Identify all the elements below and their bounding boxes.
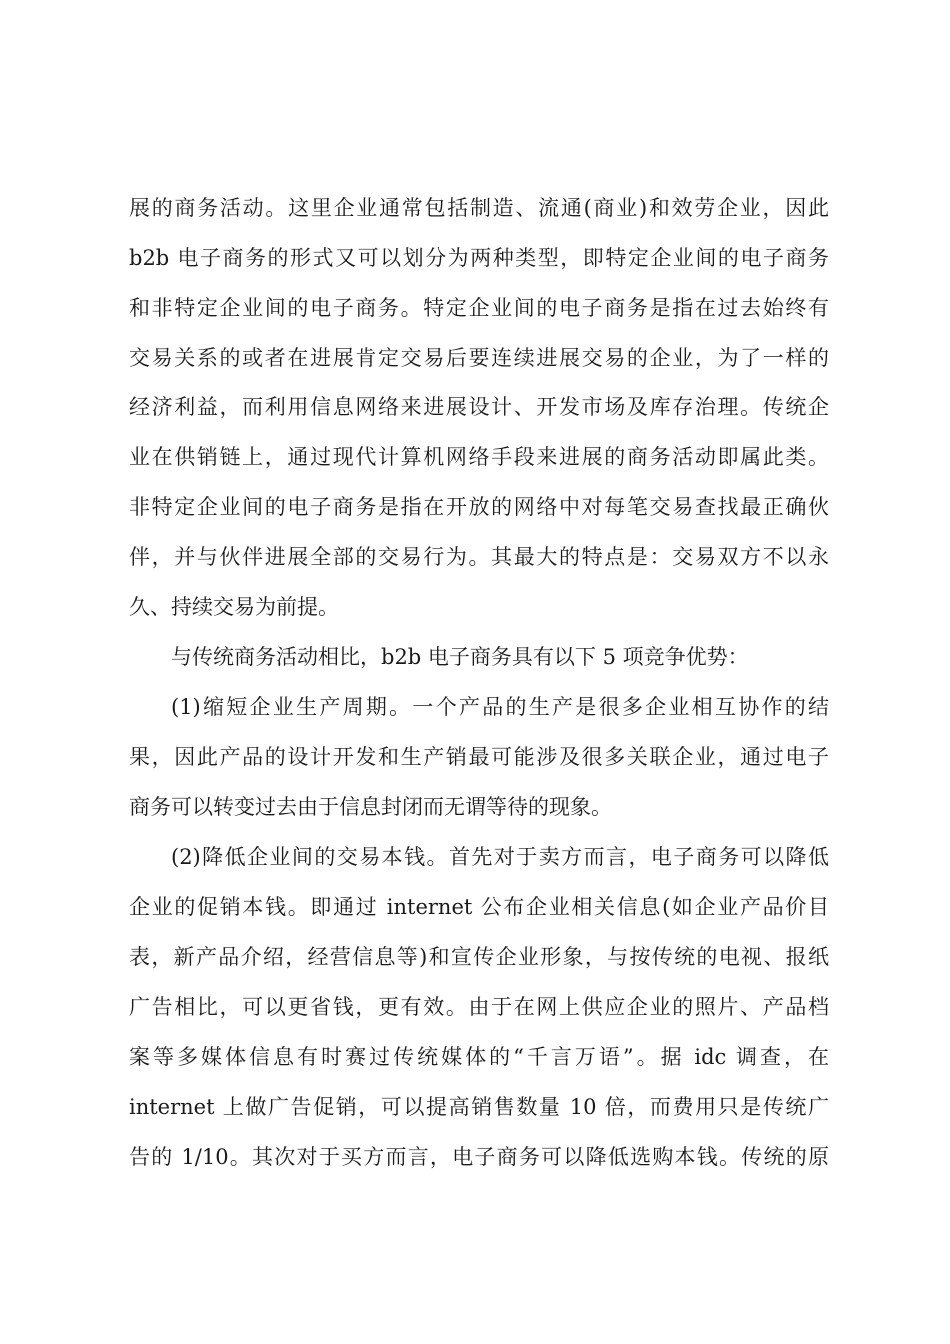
paragraph-first-line: (1)缩短企业生产周期。一个产品的生产是很多企业相互协作的结	[171, 695, 829, 719]
paragraph-first-line: (2)降低企业间的交易本钱。首先对于卖方而言，电子商务可以降低	[171, 845, 829, 869]
text-line: 伴，并与伙伴进展全部的交易行为。其最大的特点是：交易双方不以永	[129, 545, 829, 569]
paragraph-first-line: 与传统商务活动相比，b2b 电子商务具有以下 5 项竞争优势：	[171, 645, 749, 669]
text-line: internet 上做广告促销，可以提高销售数量 10 倍，而费用只是传统广	[129, 1095, 829, 1119]
text-line: 案等多媒体信息有时赛过传统媒体的“千言万语”。据 idc 调查，在	[129, 1045, 829, 1069]
text-line: 企业的促销本钱。即通过 internet 公布企业相关信息(如企业产品价目	[129, 895, 829, 919]
text-line: 久、持续交易为前提。	[129, 595, 339, 619]
text-line: 广告相比，可以更省钱，更有效。由于在网上供应企业的照片、产品档	[129, 995, 829, 1019]
text-line: 和非特定企业间的电子商务。特定企业间的电子商务是指在过去始终有	[129, 296, 829, 320]
text-line: 经济利益，而利用信息网络来进展设计、开发市场及库存治理。传统企	[129, 395, 829, 419]
text-line: 告的 1/10。其次对于买方而言，电子商务可以降低选购本钱。传统的原	[129, 1145, 829, 1169]
text-line: 表，新产品介绍，经营信息等)和宣传企业形象，与按传统的电视、报纸	[129, 945, 829, 969]
text-line: 商务可以转变过去由于信息封闭而无谓等待的现象。	[129, 795, 612, 819]
text-line: 展的商务活动。这里企业通常包括制造、流通(商业)和效劳企业，因此	[129, 196, 829, 220]
text-line: 果，因此产品的设计开发和生产销最可能涉及很多关联企业，通过电子	[129, 745, 829, 769]
text-line: b2b 电子商务的形式又可以划分为两种类型，即特定企业间的电子商务	[129, 246, 829, 270]
text-line: 非特定企业间的电子商务是指在开放的网络中对每笔交易查找最正确伙	[129, 495, 829, 519]
text-line: 交易关系的或者在进展肯定交易后要连续进展交易的企业，为了一样的	[129, 346, 829, 370]
text-line: 业在供销链上，通过现代计算机网络手段来进展的商务活动即属此类。	[129, 445, 829, 469]
